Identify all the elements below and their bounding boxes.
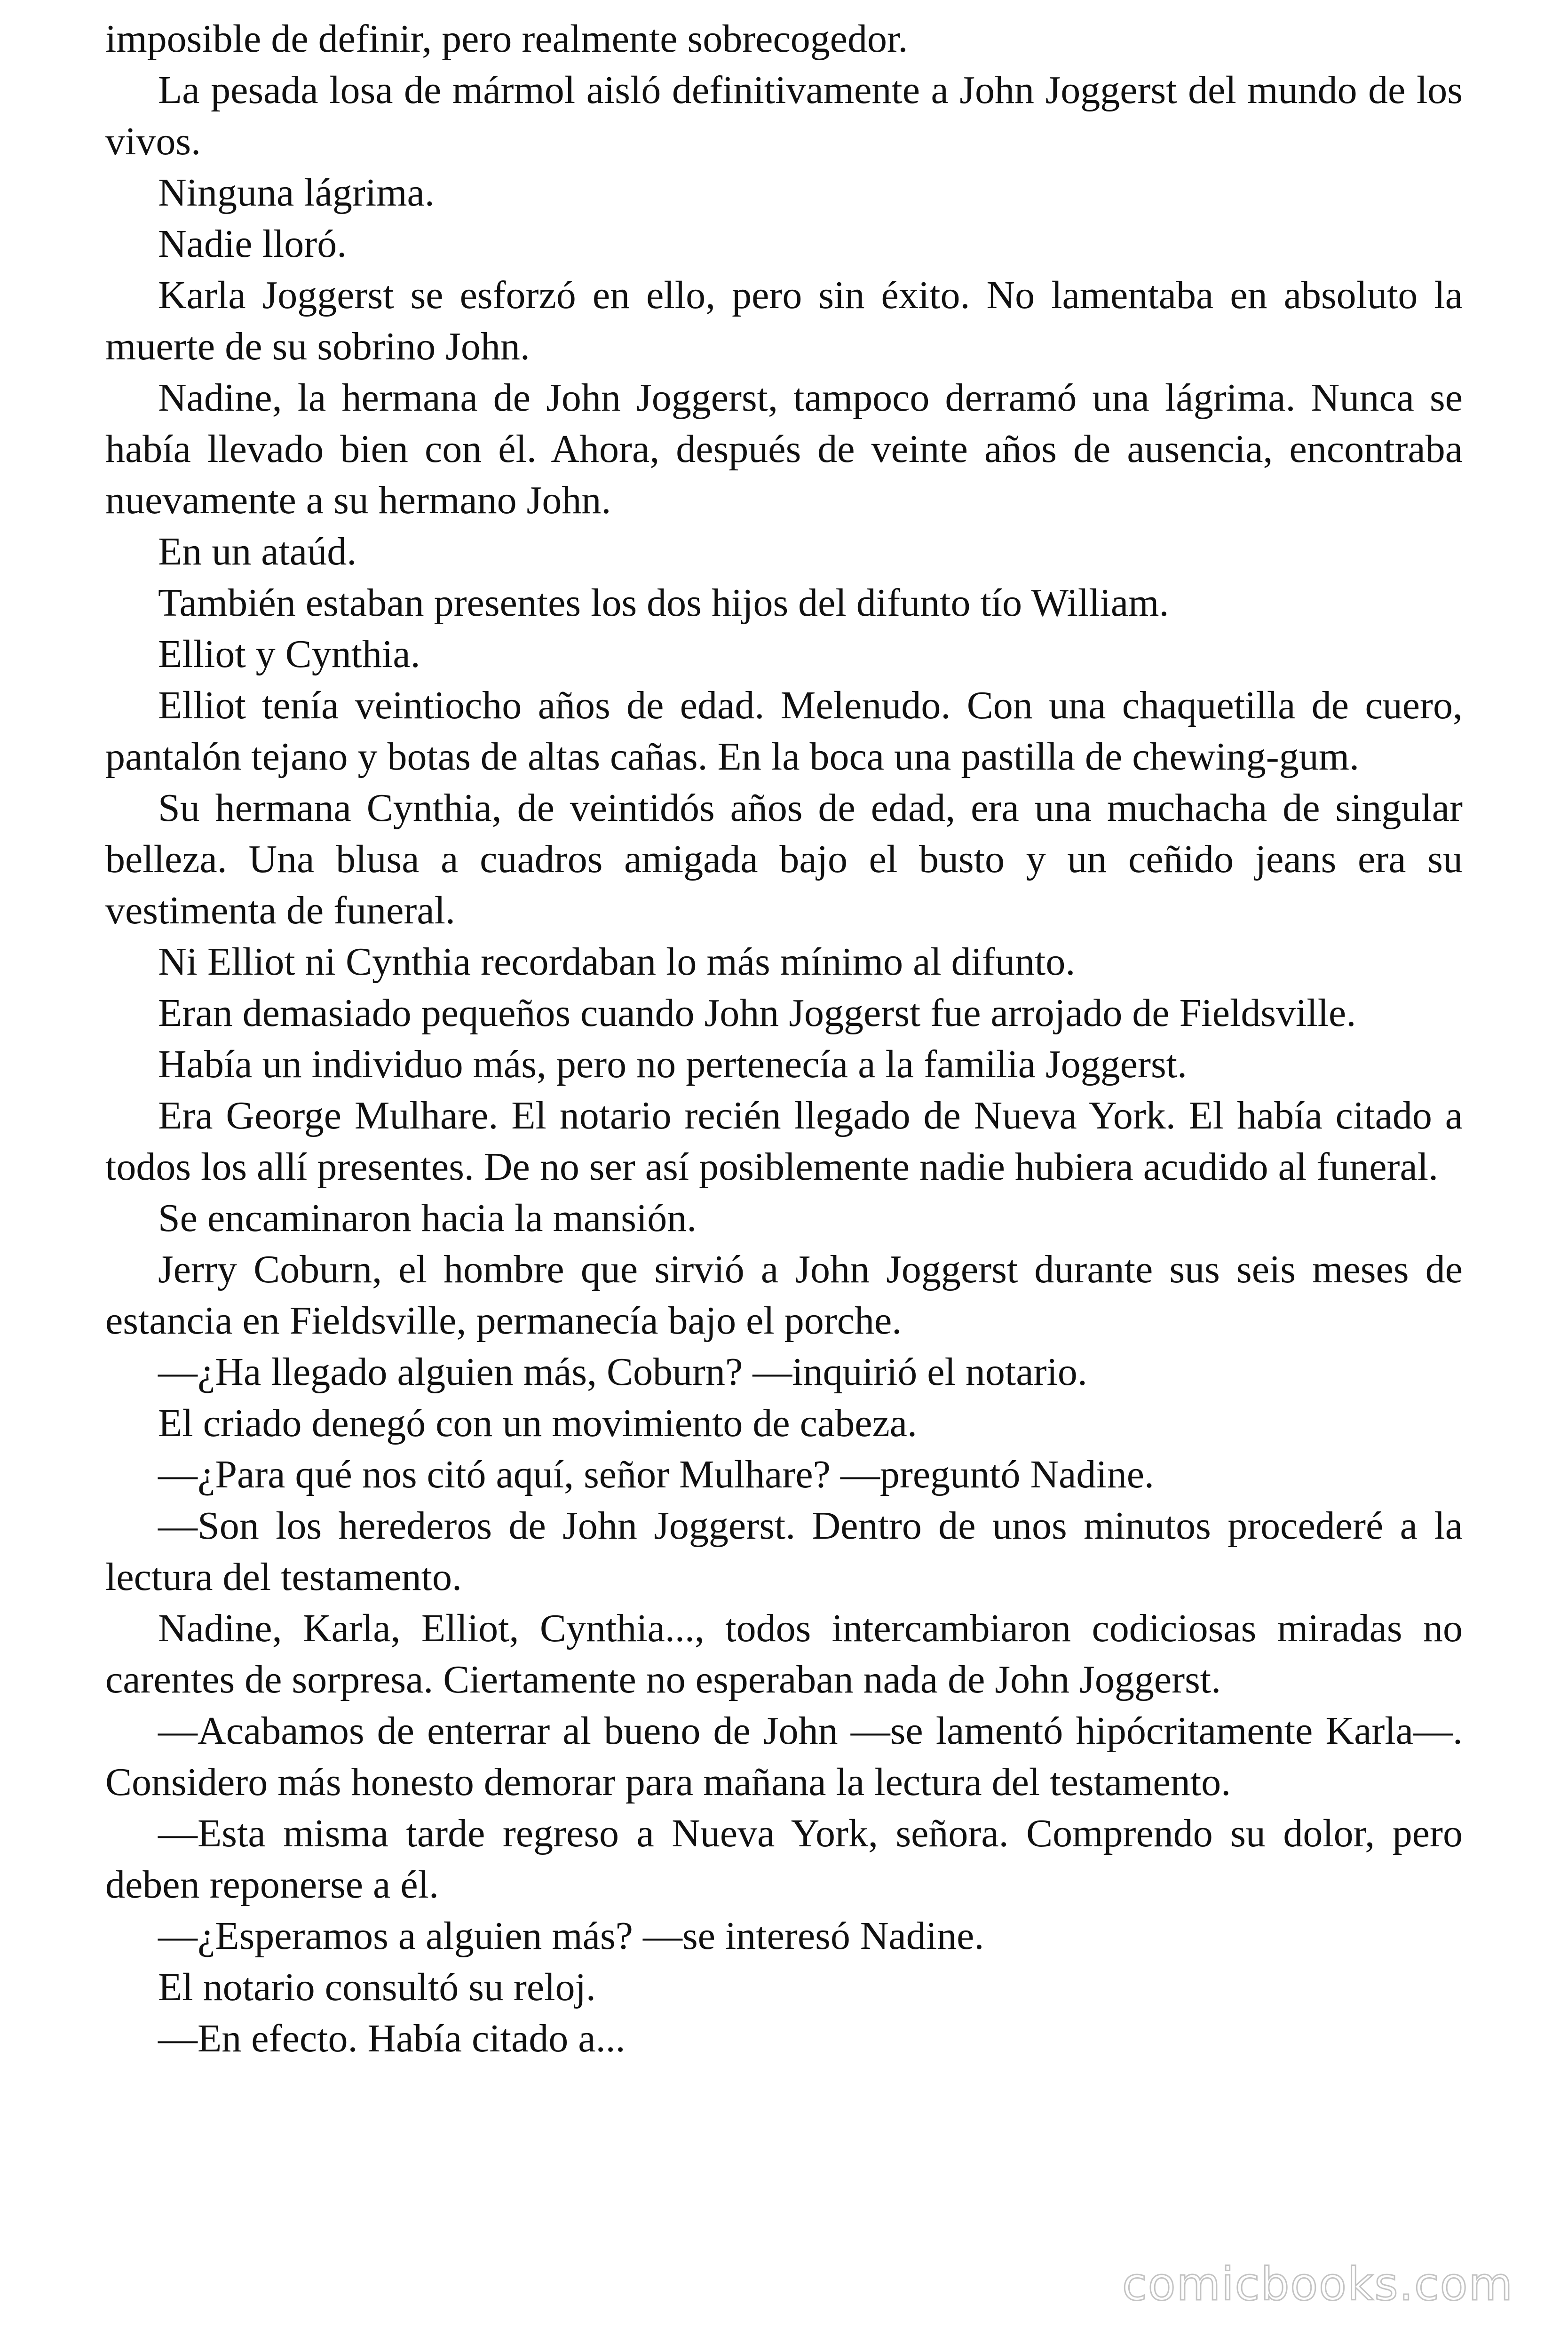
paragraph: La pesada losa de mármol aisló definitivamente a John Joggerst del mundo de los vivos. [105,68,1463,163]
paragraph: Nadine, la hermana de John Joggerst, tampoco derramó una lágrima. Nunca se había llevado bien con él. Ahora, después de veinte años de ausencia, encontraba nuevamente a su hermano John. [105,376,1463,522]
paragraph: El criado denegó con un movimiento de cabeza. [158,1401,918,1445]
paragraph: Ninguna lágrima. [158,171,435,215]
paragraph: Se encaminaron hacia la mansión. [158,1196,697,1240]
paragraph: Eran demasiado pequeños cuando John Joggerst fue arrojado de Fieldsville. [158,991,1356,1035]
paragraph: El notario consultó su reloj. [158,1965,596,2009]
book-page [105,13,1463,2064]
paragraph: Jerry Coburn, el hombre que sirvió a John Joggerst durante sus seis meses de estancia en Fieldsville, permanecía bajo el porche. [105,1248,1463,1343]
paragraph: Era George Mulhare. El notario recién llegado de Nueva York. El había citado a todos los allí presentes. De no ser así posiblemente nadie hubiera acudido al funeral. [105,1094,1463,1189]
paragraph: Había un individuo más, pero no pertenecía a la familia Joggerst. [158,1042,1187,1086]
paragraph: Elliot y Cynthia. [158,632,420,676]
paragraph: —¿Ha llegado alguien más, Coburn? —inquirió el notario. [158,1350,1087,1394]
paragraph: imposible de definir, pero realmente sobrecogedor. [105,17,908,61]
paragraph: Elliot tenía veintiocho años de edad. Melenudo. Con una chaquetilla de cuero, pantalón tejano y botas de altas cañas. En la boca una pastilla de chewing-gum. [105,683,1463,779]
paragraph: —Esta misma tarde regreso a Nueva York, señora. Comprendo su dolor, pero deben reponerse a él. [105,1812,1463,1907]
paragraph: Nadine, Karla, Elliot, Cynthia..., todos intercambiaron codiciosas miradas no carentes de sorpresa. Ciertamente no esperaban nada de John Joggerst. [105,1606,1463,1701]
paragraph: —¿Para qué nos citó aquí, señor Mulhare? —preguntó Nadine. [158,1453,1155,1496]
paragraph: —Son los herederos de John Joggerst. Dentro de unos minutos procederé a la lectura del testamento. [105,1504,1463,1599]
paragraph: Su hermana Cynthia, de veintidós años de edad, era una muchacha de singular belleza. Una blusa a cuadros amigada bajo el busto y un ceñido jeans era su vestimenta de funeral. [105,786,1463,932]
paragraph: Karla Joggerst se esforzó en ello, pero sin éxito. No lamentaba en absoluto la muerte de su sobrino John. [105,273,1463,368]
paragraph: En un ataúd. [158,530,357,573]
paragraph: —¿Esperamos a alguien más? —se interesó Nadine. [158,1914,984,1958]
paragraph: —En efecto. Había citado a... [158,2017,626,2060]
paragraph: Nadie lloró. [158,222,347,266]
paragraph: Ni Elliot ni Cynthia recordaban lo más mínimo al difunto. [158,940,1076,984]
paragraph: También estaban presentes los dos hijos del difunto tío William. [158,581,1169,625]
watermark: comicbooks.com [1122,2258,1513,2311]
paragraph: —Acabamos de enterrar al bueno de John —se lamentó hipócritamente Karla—. Considero más honesto demorar para mañana la lectura del testamento. [105,1709,1463,1804]
